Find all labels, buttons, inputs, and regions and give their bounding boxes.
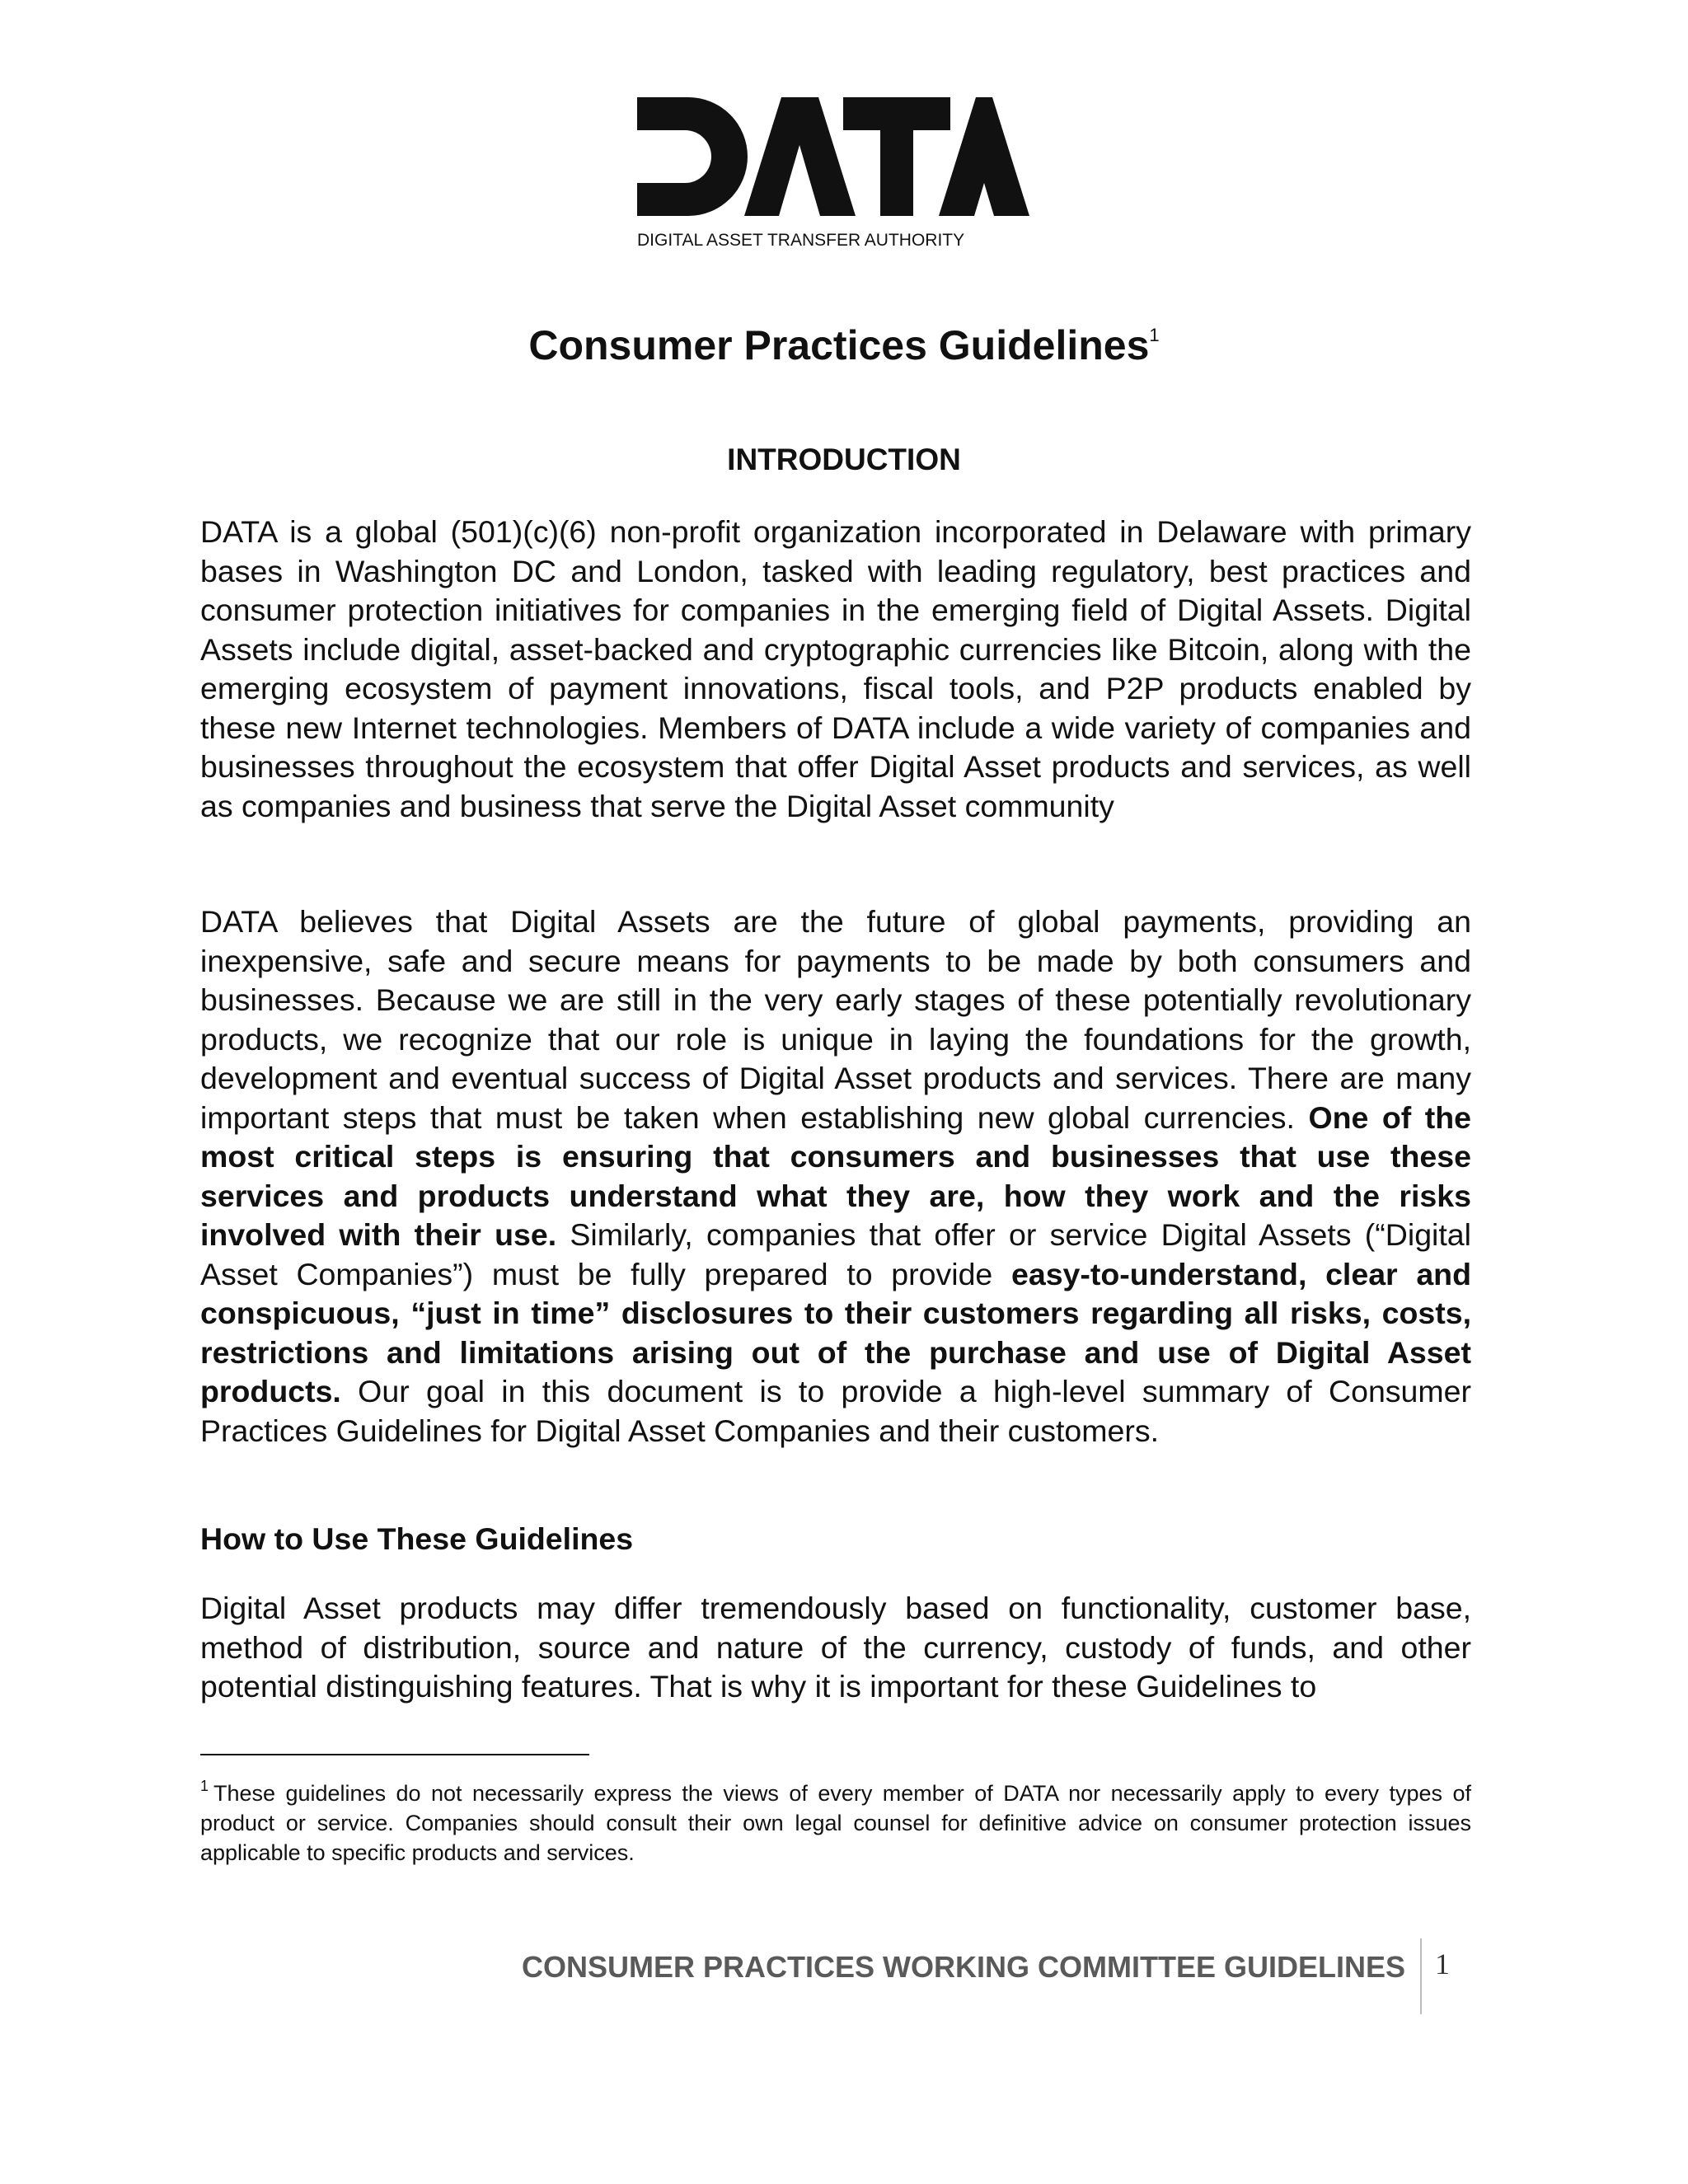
introduction-heading: INTRODUCTION bbox=[727, 443, 961, 476]
page-number: 1 bbox=[1435, 1947, 1450, 1980]
data-wordmark-logo bbox=[637, 97, 1029, 221]
title-footnote-marker: 1 bbox=[1149, 325, 1160, 345]
document-title bbox=[0, 321, 1688, 369]
paragraph-2-text-1: DATA believes that Digital Assets are the future of global payments, providing an inexpensive, safe and secure means for payments to be made by both consumers and businesses. Because we are still in the very early stages of these potentially revolutionary products, we recognize that our role is unique in laying the foundations for the growth, development and eventual success of Digital Asset products and services. There are many important steps that must be taken when establishing new global currencies. bbox=[200, 904, 1471, 1135]
data-logo bbox=[637, 97, 1029, 250]
footnote-marker: 1 bbox=[200, 1778, 209, 1794]
logo-tagline: DIGITAL ASSET TRANSFER AUTHORITY bbox=[637, 231, 965, 250]
paragraph-2-bold-2: easy-to-understand, clear and conspicuous, “just in time” disclosures to their customers regarding all risks, costs, restrictions and limitations arising out of the purchase and use of Digital Asset products. bbox=[200, 1256, 1471, 1408]
introduction-paragraph-2 bbox=[200, 902, 1471, 1451]
paragraph-2-bold-1: One of the most critical steps is ensuring that consumers and businesses that use these services and products understand what they are, how they work and the risks involved with their use. bbox=[200, 1099, 1471, 1252]
paragraph-2-text-2: Similarly, companies that offer or service Digital Assets (“Digital Asset Companies”) must be fully prepared to provide bbox=[200, 1217, 1471, 1291]
introduction-paragraph-1: DATA is a global (501)(c)(6) non-profit organization incorporated in Delaware with primary bases in Washington DC and London, tasked with leading regulatory, best practices and consumer protection initiatives for companies in the emerging field of Digital Assets. Digital Assets include digital, asset-backed and cryptographic currencies like Bitcoin, along with the emerging ecosystem of payment innovations, fiscal tools, and P2P products enabled by these new Internet technologies. Members of DATA include a wide variety of companies and businesses throughout the ecosystem that offer Digital Asset products and services, as well as companies and business that serve the Digital Asset community bbox=[200, 514, 1471, 823]
page-footer-label: CONSUMER PRACTICES WORKING COMMITTEE GUIDELINES bbox=[521, 1950, 1405, 1984]
paragraph-2-text-3: Our goal in this document is to provide a high-level summary of Consumer Practices Guidelines for Digital Asset Companies and their customers. bbox=[200, 1374, 1471, 1448]
footnote-separator bbox=[200, 1754, 589, 1755]
document-title-text: Consumer Practices Guidelines bbox=[528, 322, 1150, 368]
how-to-use-heading: How to Use These Guidelines bbox=[200, 1521, 634, 1556]
how-to-use-paragraph: Digital Asset products may differ tremendously based on functionality, customer base, method of distribution, source and nature of the currency, custody of funds, and other potential distinguishing features. That is why it is important for these Guidelines to bbox=[200, 1591, 1471, 1704]
footnote bbox=[200, 1779, 1471, 1868]
footer-divider bbox=[1420, 1938, 1422, 2014]
footnote-text: These guidelines do not necessarily express the views of every member of DATA nor necessarily apply to every types of product or service. Companies should consult their own legal counsel for definitive advice on consumer protection issues applicable to specific products and services. bbox=[200, 1781, 1471, 1865]
